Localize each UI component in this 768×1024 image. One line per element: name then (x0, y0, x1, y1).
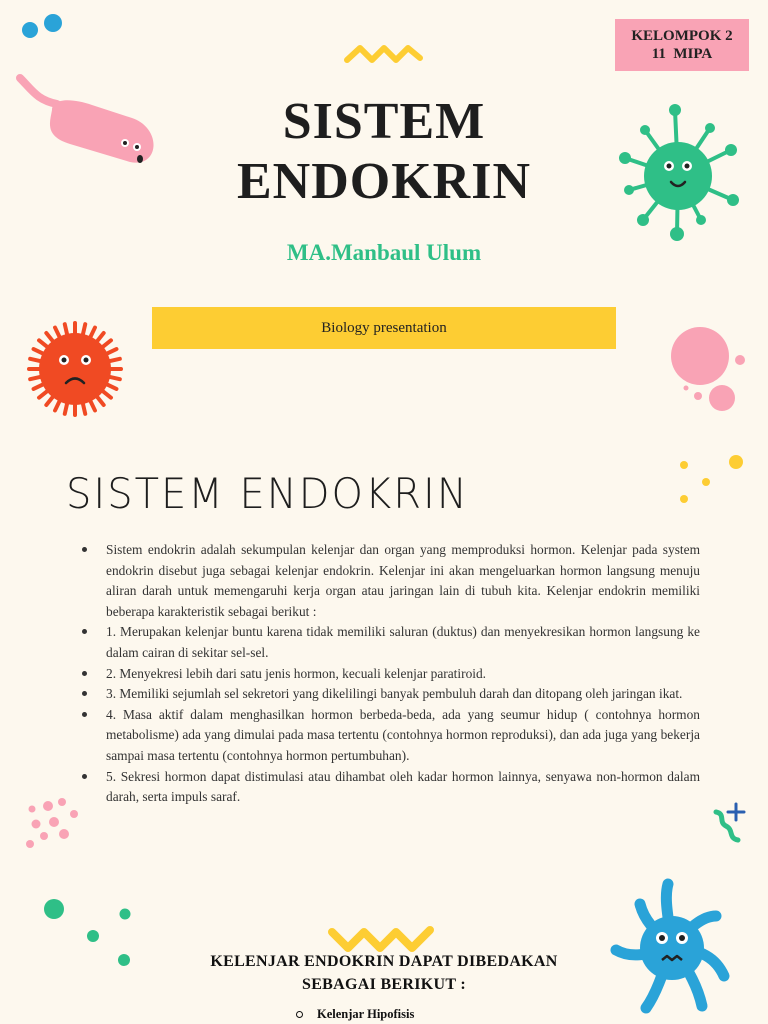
yellow-zigzag-icon (326, 918, 438, 954)
section2-title (0, 950, 768, 996)
list-item: 3. Memiliki sejumlah sel sekretori yang dikelilingi banyak pembuluh darah dan ditopang oleh jaringan ikat. (80, 684, 700, 705)
school-name: MA.Manbaul Ulum (286, 240, 482, 265)
sub-list-item-label: Kelenjar Hipofisis (317, 1007, 415, 1021)
section2-title-line-2: SEBAGAI BERIKUT : (302, 976, 466, 993)
presentation-banner: Biology presentation (152, 307, 616, 349)
green-squiggle-icon (706, 800, 754, 848)
title-line-2: ENDOKRIN (236, 153, 532, 210)
blue-virus-icon (606, 876, 738, 1022)
pink-dots-icon (22, 796, 86, 852)
bullet-list (80, 540, 700, 808)
sub-list-item (296, 1007, 414, 1022)
page-title (0, 92, 768, 212)
red-virus-icon (26, 320, 124, 418)
list-item: 5. Sekresi hormon dapat distimulasi atau dihambat oleh kadar hormon lainnya, senyawa non-hormon dalam darah, serta impuls saraf. (80, 767, 700, 808)
yellow-dots-icon (672, 452, 748, 508)
pink-dots-icon (668, 324, 748, 416)
list-item: Sistem endokrin adalah sekumpulan kelenjar dan organ yang memproduksi hormon. Kelenjar pada system endokrin disebut juga sebagai kelenjar endokrin. Kelenjar ini akan mengeluarkan hormon langsung menuju aliran darah untuk memengaruhi kerja organ atau jaringan lain di tubuh kita. Kelenjar endokrin memiliki beberapa karakteristik sebagai berikut : (80, 540, 700, 622)
list-item: 4. Masa aktif dalam menghasilkan hormon berbeda-beda, ada yang seumur hidup ( contohnya hormon metabolisme) ada yang dimulai pada masa tertentu (contohnya hormon reproduksi), dan ada juga yang bekerja sampai masa tertentu (contohnya hormon pertumbuhan). (80, 705, 700, 767)
circle-bullet-icon (296, 1011, 303, 1018)
badge-line-1: KELOMPOK 2 (631, 28, 733, 44)
list-item: 2. Menyekresi lebih dari satu jenis hormon, kecuali kelenjar paratiroid. (80, 664, 700, 685)
list-item: 1. Merupakan kelenjar buntu karena tidak memiliki saluran (duktus) dan menyekresikan hormon langsung ke dalam cairan di sekitar sel-sel. (80, 622, 700, 663)
group-badge (615, 19, 749, 71)
badge-line-2: 11 MIPA (651, 46, 713, 62)
section-heading: SISTEM ENDOKRIN (66, 470, 469, 519)
yellow-zigzag-icon (342, 40, 424, 70)
blue-dots-icon (18, 10, 68, 44)
title-line-1: SISTEM (282, 93, 486, 150)
section2-title-line-1: KELENJAR ENDOKRIN DAPAT DIBEDAKAN (210, 953, 558, 970)
